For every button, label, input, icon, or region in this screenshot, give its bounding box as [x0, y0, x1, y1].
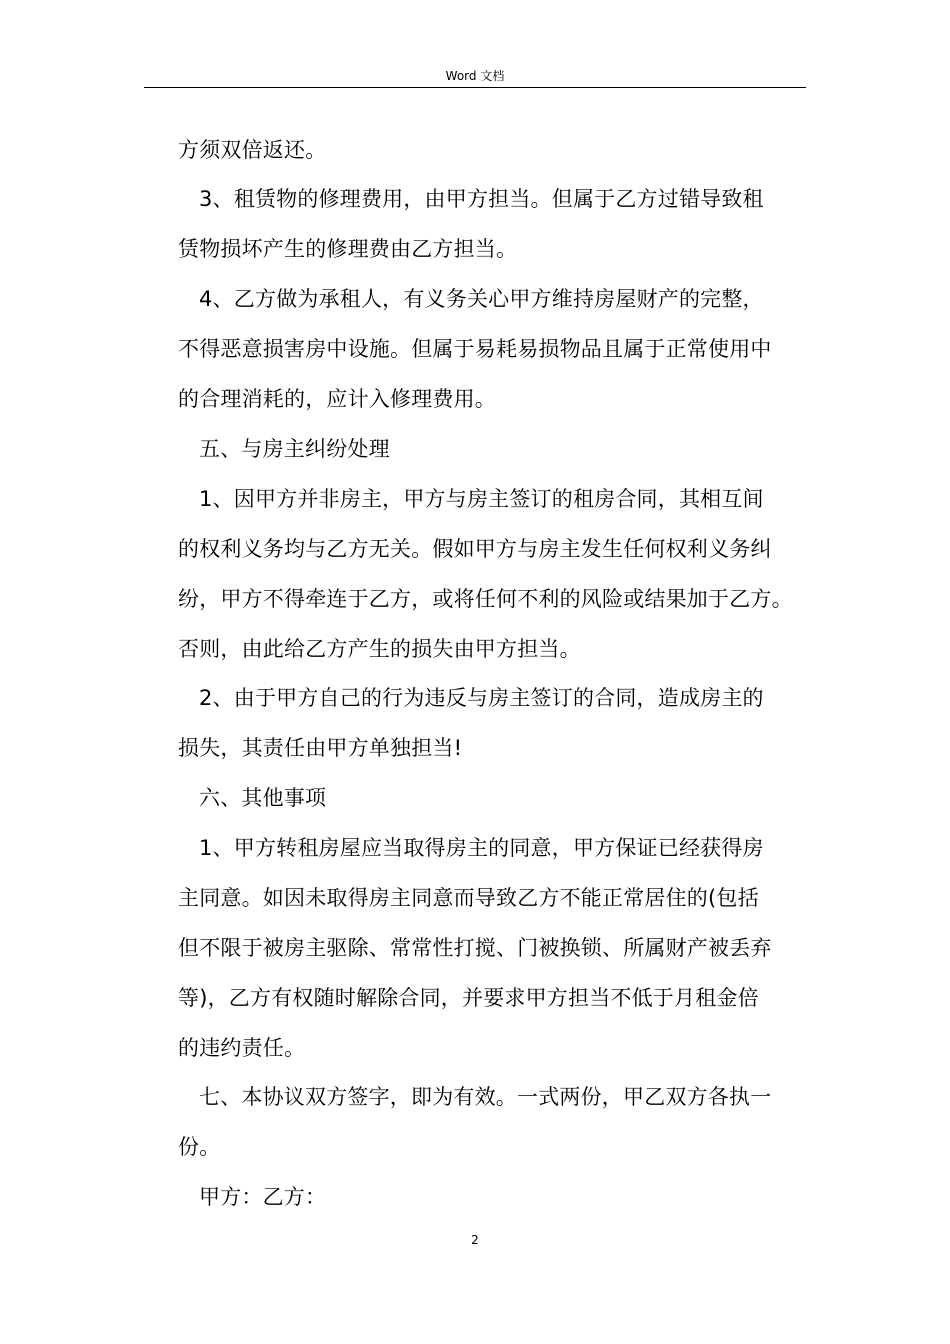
- body-line: 1、因甲方并非房主，甲方与房主签订的租房合同，其相互间: [199, 487, 764, 511]
- section-heading: 五、与房主纠纷处理: [199, 437, 390, 461]
- body-line: 但不限于被房主驱除、常常性打搅、门被换锁、所属财产被丢弃: [178, 936, 772, 960]
- body-line: 份。: [178, 1135, 221, 1159]
- body-line: 4、乙方做为承租人，有义务关心甲方维持房屋财产的完整，: [199, 287, 764, 311]
- body-line: 3、租赁物的修理费用，由甲方担当。但属于乙方过错导致租: [199, 187, 764, 211]
- body-line: 不得恶意损害房中设施。但属于易耗易损物品且属于正常使用中: [178, 337, 772, 361]
- body-line: 损失，其责任由甲方单独担当!: [178, 736, 463, 760]
- body-line: 等)，乙方有权随时解除合同，并要求甲方担当不低于月租金倍: [178, 986, 759, 1010]
- section-heading: 七、本协议双方签字，即为有效。一式两份，甲乙双方各执一: [199, 1085, 772, 1109]
- header-rule: [144, 87, 806, 88]
- body-line: 2、由于甲方自己的行为违反与房主签订的合同，造成房主的: [199, 686, 764, 710]
- signature-line: 甲方：乙方：: [199, 1185, 327, 1209]
- body-line: 否则，由此给乙方产生的损失由甲方担当。: [178, 637, 581, 661]
- body-line: 的权利义务均与乙方无关。假如甲方与房主发生任何权利义务纠: [178, 537, 772, 561]
- body-line: 主同意。如因未取得房主同意而导致乙方不能正常居住的(包括: [178, 886, 759, 910]
- body-line: 的合理消耗的，应计入修理费用。: [178, 387, 496, 411]
- page-header: Word 文档: [445, 69, 505, 83]
- body-line: 纷，甲方不得牵连于乙方，或将任何不利的风险或结果加于乙方。: [178, 587, 793, 611]
- section-heading: 六、其他事项: [199, 786, 327, 810]
- body-line: 方须双倍返还。: [178, 138, 327, 162]
- body-line: 的违约责任。: [178, 1036, 306, 1060]
- body-line: 1、甲方转租房屋应当取得房主的同意，甲方保证已经获得房: [199, 836, 764, 860]
- page-number: 2: [471, 1233, 479, 1247]
- body-line: 赁物损坏产生的修理费由乙方担当。: [178, 237, 518, 261]
